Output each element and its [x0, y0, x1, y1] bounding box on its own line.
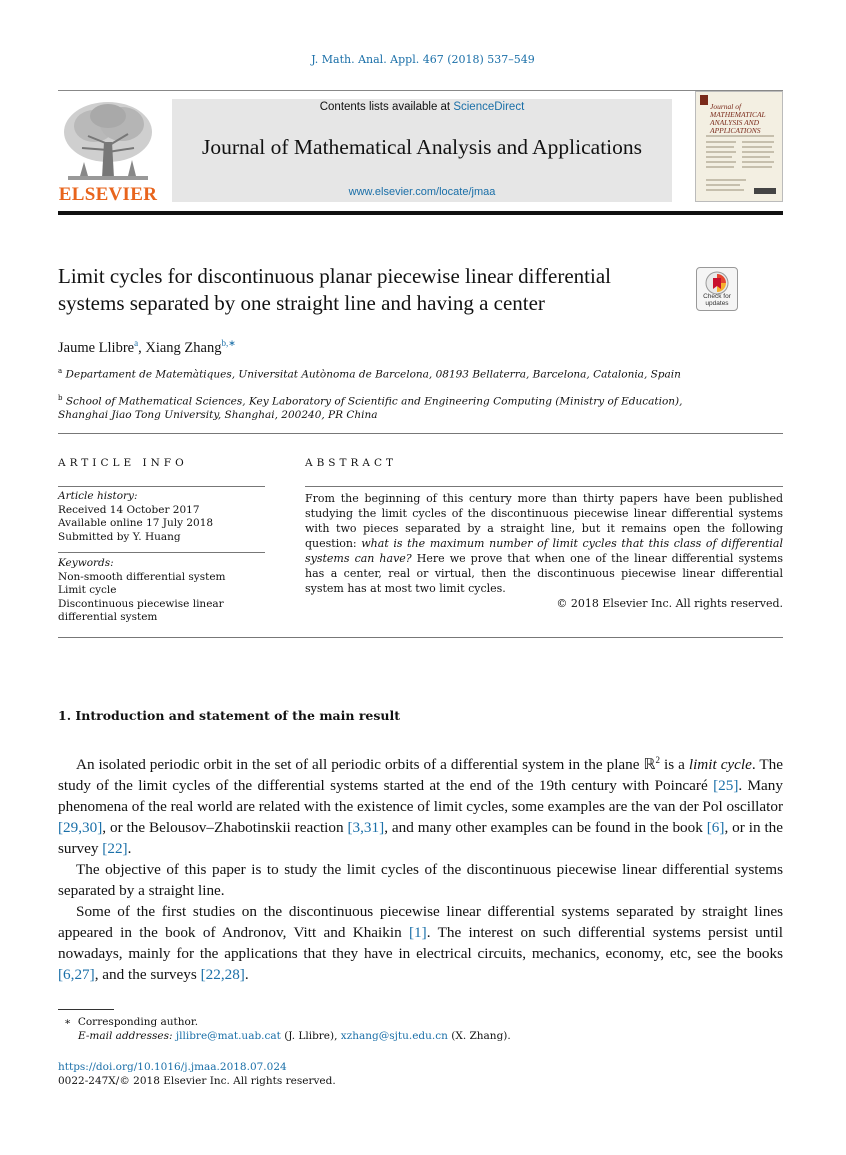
abstract-question: what is the maximum number of limit cycles that this class of differential systems can have?: [305, 537, 783, 565]
keywords-label: Keywords:: [58, 557, 114, 569]
check-for-updates-button[interactable]: [696, 267, 738, 311]
abstract-heading: ABSTRACT: [305, 457, 398, 469]
received-date: Received 14 October 2017: [58, 503, 200, 516]
keyword-1: Non-smooth differential system: [58, 570, 226, 583]
cover-title: Journal of MATHEMATICAL ANALYSIS AND APPLICATIONS: [710, 102, 766, 135]
sciencedirect-link[interactable]: ScienceDirect: [453, 101, 525, 113]
p3-text-d: .: [244, 966, 249, 984]
author-2-affil-mark[interactable]: b,∗: [221, 338, 236, 348]
ref-3-31-link[interactable]: [3,31]: [347, 819, 385, 837]
p3-text-a: Some of the first studies on the discontinuous piecewise linear differential systems separated by straight lines appeared in the book of Andronov, Vitt and Khaikin: [58, 903, 783, 942]
ref-22-link[interactable]: [22]: [102, 840, 128, 858]
affiliation-b: [58, 392, 698, 423]
elsevier-wordmark: ELSEVIER: [58, 184, 158, 205]
ref-6-27-link[interactable]: [6,27]: [58, 966, 95, 984]
journal-title: Journal of Mathematical Analysis and Applications: [201, 135, 643, 159]
elsevier-tree-icon: [58, 98, 158, 184]
author-separator: ,: [138, 339, 146, 356]
p1-text-a: An isolated periodic orbit in the set of all periodic orbits of a differential system in the plane ℝ: [76, 756, 656, 774]
elsevier-logo: [58, 98, 158, 205]
email-addresses: [58, 1029, 783, 1043]
corresponding-author-text: Corresponding author.: [77, 1016, 199, 1028]
p1-limit-cycle-term: limit cycle: [688, 756, 752, 774]
paragraph-2: The objective of this paper is to study the limit cycles of the discontinuous piecewise linear differential systems separated by a straight line.: [58, 861, 783, 900]
email-label: E-mail addresses:: [78, 1030, 173, 1042]
journal-cover-thumbnail[interactable]: [695, 91, 783, 202]
check-updates-icon: [705, 271, 729, 295]
affiliation-a-text: Departament de Matemàtiques, Universitat Autònoma de Barcelona, 08193 Bellaterra, Barcelona, Catalonia, Spain: [65, 368, 681, 381]
article-title: [58, 263, 688, 317]
article-title-line-2: systems separated by one straight line and having a center: [58, 291, 545, 315]
footnote-star: ∗: [64, 1016, 72, 1028]
p3-text-c: , and the surveys: [94, 966, 201, 984]
paragraph-1: [58, 750, 783, 859]
article-history: [58, 490, 268, 544]
doi-block: [58, 1060, 783, 1088]
p1-text-c: . The study of the limit cycles of the differential systems started at the end of the 19th century with Poincaré: [58, 756, 784, 795]
abstract-copyright: © 2018 Elsevier Inc. All rights reserved.: [556, 597, 783, 610]
contents-line: [172, 101, 672, 113]
cover-contents-icon: [696, 130, 783, 200]
article-title-line-1: Limit cycles for discontinuous planar piecewise linear differential: [58, 264, 612, 288]
ref-1-link[interactable]: [1]: [409, 924, 427, 942]
abstract-rule: [305, 486, 783, 487]
header-bottom-rule: [58, 211, 783, 215]
p1-text-g: , or in the survey: [58, 819, 783, 858]
author-1-affil-mark[interactable]: a: [134, 338, 139, 348]
email-llibre-name: (J. Llibre),: [280, 1030, 341, 1042]
footnote-rule: [58, 1009, 114, 1010]
affiliation-rule: [58, 433, 783, 434]
keywords-rule: [58, 552, 265, 553]
cover-emblem-icon: [700, 95, 708, 105]
section-1-heading: 1. Introduction and statement of the main result: [58, 708, 401, 723]
p1-text-d: . Many phenomena of the real world are related with the existence of limit cycles, some examples are the van der Pol oscillator: [58, 777, 783, 816]
abstract-text-end: Here we prove that when one of the linear differential systems has a center, real or virtual, then the discontinuous piecewise linear differential system has at most two limit cycles.: [305, 552, 783, 595]
article-info-heading: ARTICLE INFO: [58, 457, 188, 469]
journal-url-link[interactable]: www.elsevier.com/locate/jmaa: [348, 186, 496, 198]
abstract-body: [305, 491, 783, 611]
ref-6-link[interactable]: [6]: [706, 819, 725, 837]
article-info-rule: [58, 486, 265, 487]
p1-text-e: , or the Belousov–Zhabotinskii reaction: [102, 819, 348, 837]
contents-prefix: Contents lists available at: [319, 101, 454, 113]
ref-22-28-link[interactable]: [22,28]: [200, 966, 245, 984]
affiliation-b-text: School of Mathematical Sciences, Key Laboratory of Scientific and Engineering Computing (Ministry of Education), Shanghai Jiao Tong University, Shanghai, 200240, PR China: [58, 395, 683, 421]
author-line: [58, 338, 236, 357]
affiliation-a-mark: a: [58, 367, 63, 375]
submitted-by: Submitted by Y. Huang: [58, 530, 181, 543]
p1-text-f: , and many other examples can be found in the book: [384, 819, 707, 837]
keywords: [58, 557, 268, 625]
abstract-text-start: From the beginning of this century more than thirty papers have been published studying the limit cycles of the discontinuous piecewise linear differential systems with two pieces separated by a straight line, but it remains open the following question:: [305, 492, 783, 550]
p1-text-b: is a: [660, 756, 689, 774]
email-zhang-name: (X. Zhang).: [447, 1030, 511, 1042]
corresponding-author-note: [58, 1015, 783, 1029]
ref-29-30-link[interactable]: [29,30]: [58, 819, 103, 837]
keyword-3-cont: differential system: [58, 611, 158, 623]
footnote: [58, 1015, 783, 1043]
issn-copyright: 0022-247X/© 2018 Elsevier Inc. All rights reserved.: [58, 1075, 336, 1087]
running-header: J. Math. Anal. Appl. 467 (2018) 537–549: [311, 53, 535, 66]
header-top-rule: [58, 90, 783, 91]
available-date: Available online 17 July 2018: [58, 517, 214, 529]
p1-superscript: 2: [655, 755, 661, 765]
keyword-3: Discontinuous piecewise linear: [58, 597, 224, 610]
paragraph-3: [58, 901, 783, 985]
doi-link[interactable]: https://doi.org/10.1016/j.jmaa.2018.07.024: [58, 1061, 287, 1073]
ref-25-link[interactable]: [25]: [713, 777, 739, 795]
history-label: Article history:: [58, 490, 138, 502]
abstract-bottom-rule: [58, 637, 783, 638]
author-2: Xiang Zhang: [145, 339, 222, 356]
p3-text-b: . The interest on such differential systems persist until nowadays, mainly for the applications that they have in electrical circuits, mechanics, economy, etc, see the books: [58, 924, 783, 963]
email-zhang-link[interactable]: xzhang@sjtu.edu.cn: [340, 1030, 448, 1042]
p1-text-h: .: [127, 840, 132, 858]
section-1-body: [58, 750, 783, 985]
journal-banner: [172, 99, 672, 202]
affiliation-a: [58, 365, 698, 382]
affiliation-b-mark: b: [58, 394, 63, 402]
email-llibre-link[interactable]: jllibre@mat.uab.cat: [175, 1030, 281, 1042]
check-updates-label: Check for updates: [703, 293, 731, 307]
keyword-2: Limit cycle: [58, 584, 117, 596]
author-1: Jaume Llibre: [58, 339, 135, 356]
